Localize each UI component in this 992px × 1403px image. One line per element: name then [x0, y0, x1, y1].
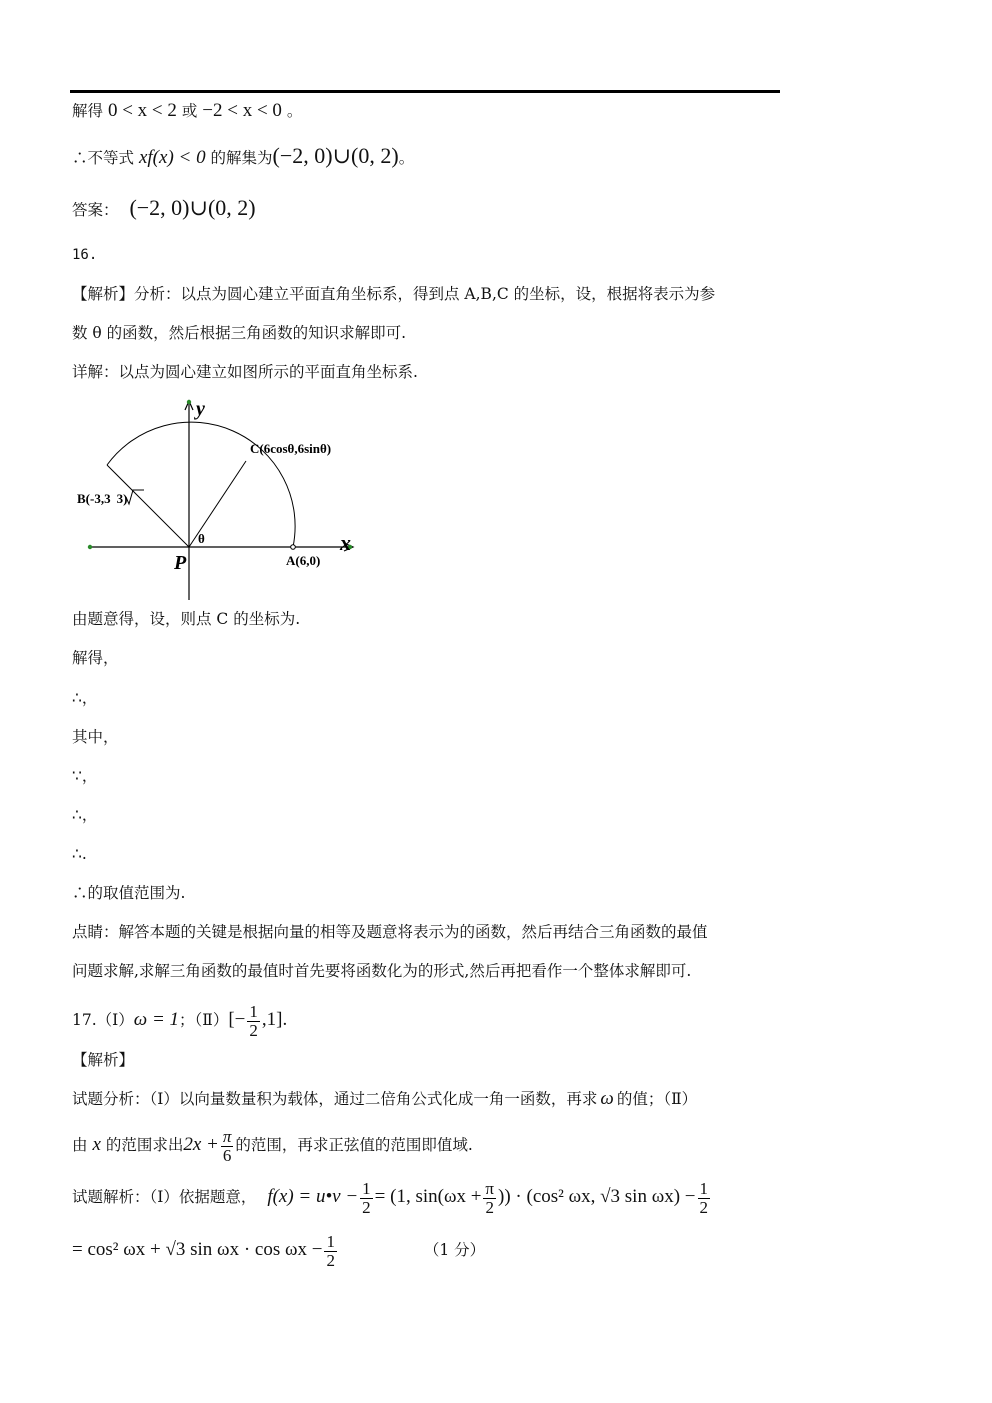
period: 。: [398, 149, 415, 167]
answer-line: [72, 195, 256, 220]
separator: ；: [179, 1011, 195, 1029]
frac-num: 1: [326, 1231, 335, 1251]
inequality-expr: xf(x) < 0: [138, 147, 206, 168]
var-x: x: [92, 1134, 101, 1155]
expr: f(x) = u•v −: [267, 1186, 359, 1207]
expr: = cos² ωx + √3 sin ωx · cos ωx −: [72, 1239, 323, 1260]
fraction-half: [247, 1003, 260, 1040]
text: 试题分析：（Ⅰ）以向量数量积为载体，通过二倍角公式化成一角一函数，再求: [72, 1090, 598, 1108]
y-axis-label: y: [196, 398, 205, 420]
q17-part1-answer: ω = 1: [133, 1009, 180, 1030]
q16-step-2: 解得，: [72, 649, 119, 667]
q16-comment-line-2: 问题求解,求解三角函数的最值时首先要将函数化为的形式,然后再把看作一个整体求解即可.: [72, 962, 692, 980]
x-axis-label: x: [340, 530, 351, 555]
header-rule: [70, 90, 780, 93]
frac-den: 2: [485, 1197, 494, 1217]
period: 。: [286, 102, 303, 120]
frac-num: 1: [249, 1001, 258, 1021]
frac-num: 1: [699, 1178, 709, 1198]
answer-label: 答案：: [72, 201, 119, 219]
q16-number: 16.: [72, 247, 98, 263]
expr: = (1, sin(ωx +: [374, 1186, 482, 1207]
q17-solution-line-2: [72, 1230, 485, 1270]
inequality-2: −2 < x < 0: [202, 100, 282, 121]
therefore-text: 不等式: [87, 149, 135, 167]
point-a-label: A(6,0): [286, 553, 321, 568]
q17-part1-label: （Ⅰ）: [96, 1011, 134, 1029]
solution-set: (−2, 0)∪(0, 2): [272, 143, 399, 168]
frac-num: π: [485, 1178, 495, 1198]
frac-num: π: [222, 1126, 232, 1146]
fraction-half: [698, 1180, 711, 1217]
fraction-half: [324, 1233, 337, 1270]
q16-step-6: ∴，: [72, 806, 98, 824]
expr: 2x +: [183, 1134, 219, 1155]
therefore-line: [72, 143, 415, 168]
omega: ω: [600, 1088, 614, 1109]
angle-label: θ: [198, 531, 205, 546]
q16-step-4: 其中，: [72, 728, 119, 746]
text: 由: [72, 1136, 88, 1154]
text: 的值；（Ⅱ）: [616, 1090, 698, 1108]
point-b-root: 3: [116, 491, 124, 506]
point-c-label: C(6cosθ,6sinθ): [250, 441, 332, 456]
q16-step-7: ∴.: [72, 845, 87, 863]
q17-part2-label: （Ⅱ）: [194, 1011, 229, 1029]
q17-part2-left: [−: [228, 1009, 246, 1030]
q16-step-5: ∵，: [72, 767, 98, 785]
solve-line: [72, 101, 302, 121]
frac-num: 1: [362, 1178, 371, 1198]
origin-label: P: [174, 552, 187, 574]
x-axis-start-dot: [88, 545, 92, 549]
q16-analysis-line-1: 【解析】分析：以点为圆心建立平面直角坐标系，得到点 A,B,C 的坐标，设，根据将表示为参: [72, 285, 716, 303]
segment-pb: [107, 465, 189, 547]
q16-step-1: 由题意得，设，则点 C 的坐标为.: [72, 610, 301, 628]
q16-step-3: ∴，: [72, 689, 98, 707]
point-b-label: [77, 491, 127, 506]
inequality-1: 0 < x < 2: [107, 100, 177, 121]
frac-den: 2: [699, 1197, 709, 1217]
q16-detail-intro: 详解：以点为圆心建立如图所示的平面直角坐标系.: [72, 363, 418, 381]
text: 的范围，再求正弦值的范围即值域.: [235, 1136, 473, 1154]
score-note: （1 分）: [423, 1241, 486, 1259]
q17-solution-line-1: [72, 1177, 712, 1217]
text: 的范围求出: [105, 1136, 184, 1154]
q16-comment-line-1: 点睛：解答本题的关键是根据向量的相等及题意将表示为的函数，然后再结合三角函数的最值: [72, 923, 708, 941]
q17-analysis-header: 【解析】: [72, 1051, 135, 1069]
coordinate-diagram: [70, 395, 370, 605]
frac-den: 2: [326, 1250, 335, 1270]
y-axis-end-dot: [187, 400, 191, 404]
therefore-symbol: ∴: [72, 149, 88, 167]
conjunction: 或: [181, 102, 198, 120]
q17-analysis-line-1: [72, 1089, 697, 1109]
fraction-pi-6: [221, 1128, 234, 1165]
q16-step-8: ∴的取值范围为.: [72, 884, 186, 902]
q17-analysis-line-2: [72, 1125, 473, 1165]
q17-number: 17.: [72, 1011, 97, 1029]
point-b-prefix: B(-3,3: [77, 491, 111, 506]
solution-label: 试题解析：（Ⅰ）依据题意，: [72, 1188, 257, 1206]
solve-prefix: 解得: [72, 102, 104, 120]
fraction-pi-2: [483, 1180, 496, 1217]
q17-part2-right: ,1].: [261, 1009, 288, 1030]
frac-den: 6: [222, 1145, 232, 1165]
sqrt-sign-icon: [126, 490, 144, 504]
q16-analysis-line-2: 数 θ 的函数，然后根据三角函数的知识求解即可.: [72, 324, 407, 342]
answer-set: (−2, 0)∪(0, 2): [129, 195, 256, 220]
point-a-marker: [291, 545, 296, 550]
solution-set-text: 的解集为: [210, 149, 273, 167]
fraction-half: [360, 1180, 373, 1217]
frac-den: 2: [362, 1197, 371, 1217]
frac-den: 2: [249, 1020, 258, 1040]
point-b-suffix: ): [123, 491, 128, 506]
q17-answer-line: [72, 1000, 287, 1040]
expr: )) · (cos² ωx, √3 sin ωx) −: [498, 1186, 696, 1207]
